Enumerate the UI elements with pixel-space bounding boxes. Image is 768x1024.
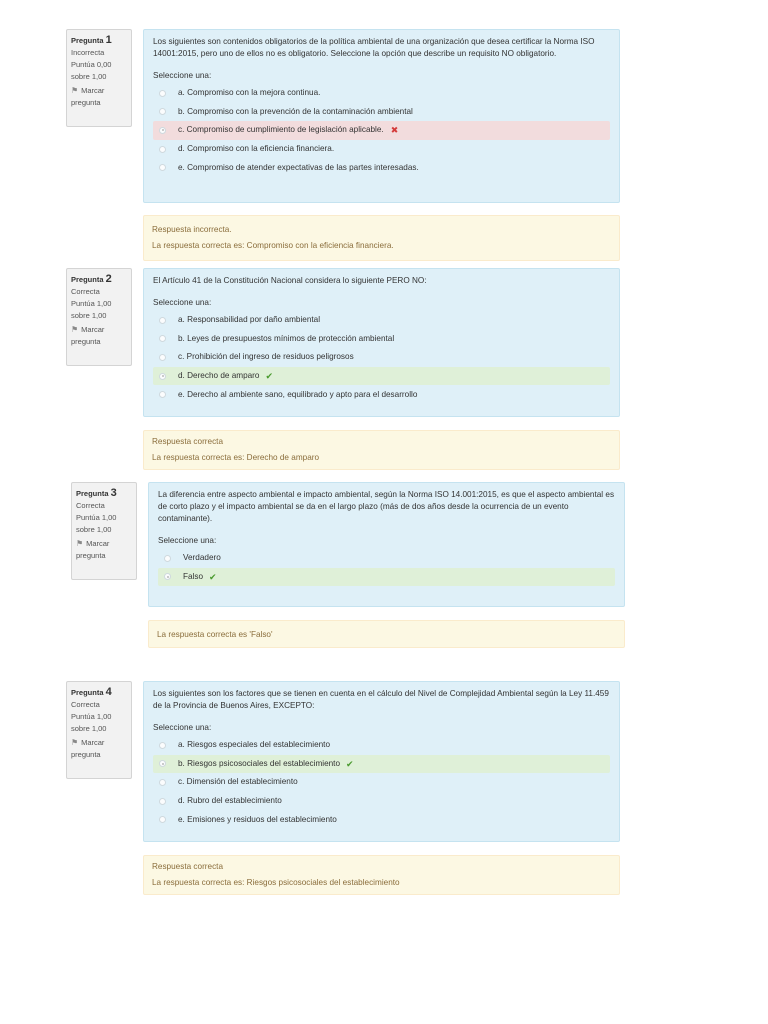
radio-button[interactable] [159,146,166,153]
flag-question-link[interactable] [71,85,127,109]
question-state: Correcta [71,287,100,296]
question-4-content [143,681,620,842]
answer-option-e[interactable] [153,158,610,177]
radio-button[interactable] [159,373,166,380]
radio-button[interactable] [159,816,166,823]
answer-prompt: Seleccione una: [153,298,212,307]
question-label: Pregunta [71,36,104,45]
answer-option-b[interactable] [153,755,610,774]
question-state: Correcta [76,501,105,510]
answer-option-a[interactable] [153,736,610,755]
answer-label: e. Emisiones y residuos del establecimiento [178,814,337,824]
question-label: Pregunta [76,489,109,498]
feedback-correct-answer: La respuesta correcta es 'Falso' [157,630,273,639]
question-3-content [148,482,625,607]
feedback-correct-answer: La respuesta correcta es: Derecho de amparo [152,453,320,462]
answer-option-e[interactable] [153,810,610,829]
answer-label: c. Dimensión del establecimiento [178,777,298,787]
answer-label: a. Riesgos especiales del establecimiento [178,740,331,750]
radio-button[interactable] [159,391,166,398]
question-grade: Puntúa 0,00 sobre 1,00 [71,60,112,81]
question-state: Correcta [71,700,100,709]
question-grade: Puntúa 1,00 sobre 1,00 [76,513,117,534]
check-mark-icon: ✔ [265,371,274,382]
question-number: 4 [105,686,112,698]
flag-question-link[interactable] [76,538,132,562]
radio-button[interactable] [159,317,166,324]
feedback-correct-answer: La respuesta correcta es: Riesgos psicosociales del establecimiento [152,878,400,887]
answer-label: c. Prohibición del ingreso de residuos peligrosos [178,352,354,362]
answer-option-a[interactable] [153,311,610,330]
flag-icon: ⚑ [71,86,79,95]
answer-option-true[interactable] [158,549,615,568]
answer-option-d[interactable] [153,367,610,386]
radio-button[interactable] [159,742,166,749]
flag-icon: ⚑ [71,325,79,334]
answer-option-e[interactable] [153,385,610,404]
answer-label: a. Compromiso con la mejora continua. [178,88,321,98]
question-number: 2 [105,273,112,285]
answer-prompt: Seleccione una: [153,723,212,732]
question-number: 3 [110,487,117,499]
answer-label: e. Derecho al ambiente sano, equilibrado y apto para el desarrollo [178,389,418,399]
question-text: La diferencia entre aspecto ambiental e impacto ambiental, según la Norma ISO 14.001:2015, es que el aspecto ambiental es de corto plazo y el impacto ambiental se da en el largo plazo (más de dos años desde la ocurrencia de un evento contaminante). [158,490,615,523]
answer-label: e. Compromiso de atender expectativas de las partes interesadas. [178,162,419,172]
radio-button[interactable] [159,354,166,361]
question-grade: Puntúa 1,00 sobre 1,00 [71,299,112,320]
question-label: Pregunta [71,688,104,697]
question-1-info [66,29,132,127]
answer-option-c[interactable] [153,121,610,140]
answer-label: d. Derecho de amparo [178,371,260,381]
answer-option-c[interactable] [153,348,610,367]
flag-question-link[interactable] [71,324,127,348]
question-1-content [143,29,620,203]
x-mark-icon: ✖ [390,125,399,136]
question-text: Los siguientes son los factores que se tienen en cuenta en el cálculo del Nivel de Complejidad Ambiental según la Ley 11.459 de la Provincia de Buenos Aires, EXCEPTO: [153,689,609,710]
feedback-correct-answer: La respuesta correcta es: Compromiso con la eficiencia financiera. [152,241,394,250]
radio-button[interactable] [159,108,166,115]
question-3-feedback [148,620,625,648]
answer-option-d[interactable] [153,140,610,159]
radio-button[interactable] [159,760,166,767]
question-grade: Puntúa 1,00 sobre 1,00 [71,712,112,733]
answer-option-d[interactable] [153,792,610,811]
question-number: 1 [105,34,112,46]
answer-label: d. Rubro del establecimiento [178,796,282,806]
radio-button[interactable] [159,90,166,97]
radio-button[interactable] [164,573,171,580]
flag-label: Marcar pregunta [71,738,105,759]
answer-option-b[interactable] [153,103,610,122]
answer-label: c. Compromiso de cumplimiento de legislación aplicable. [178,125,384,135]
radio-button[interactable] [159,164,166,171]
answer-label: b. Compromiso con la prevención de la contaminación ambiental [178,106,413,116]
answer-label: a. Responsabilidad por daño ambiental [178,315,321,325]
flag-icon: ⚑ [76,539,84,548]
answer-option-c[interactable] [153,773,610,792]
answer-label: Verdadero [183,553,221,563]
radio-button[interactable] [159,798,166,805]
answer-prompt: Seleccione una: [158,536,217,545]
flag-icon: ⚑ [71,738,79,747]
question-text: Los siguientes son contenidos obligatorios de la política ambiental de una organización que desea certificar la Norma ISO 14001:2015, pero uno de ellos no es obligatorio. Seleccione la opción que describe un requisito NO obligatorio. [153,37,595,58]
answer-label: d. Compromiso con la eficiencia financiera. [178,144,335,154]
question-state: Incorrecta [71,48,105,57]
feedback-result: Respuesta correcta [152,437,223,446]
question-2-feedback [143,430,620,470]
question-text: El Artículo 41 de la Constitución Nacional considera lo siguiente PERO NO: [153,276,427,285]
answer-option-false[interactable] [158,568,615,587]
question-1-feedback [143,215,620,261]
answer-label: b. Riesgos psicosociales del establecimiento [178,758,341,768]
flag-label: Marcar pregunta [76,539,110,560]
flag-question-link[interactable] [71,737,127,761]
question-3-info [71,482,137,580]
answer-option-b[interactable] [153,330,610,349]
question-4-info [66,681,132,779]
flag-label: Marcar pregunta [71,325,105,346]
answer-label: b. Leyes de presupuestos mínimos de protección ambiental [178,333,395,343]
feedback-result: Respuesta incorrecta. [152,225,232,234]
flag-label: Marcar pregunta [71,86,105,107]
radio-button[interactable] [159,779,166,786]
question-label: Pregunta [71,275,104,284]
feedback-result: Respuesta correcta [152,862,223,871]
radio-button[interactable] [164,555,171,562]
check-mark-icon: ✔ [209,571,217,582]
answer-prompt: Seleccione una: [153,71,212,80]
radio-button[interactable] [159,335,166,342]
question-4-feedback [143,855,620,895]
check-mark-icon: ✔ [346,758,354,769]
question-2-info [66,268,132,366]
question-2-content [143,268,620,417]
answer-label: Falso [183,571,204,581]
radio-button[interactable] [159,127,166,134]
answer-option-a[interactable] [153,84,610,103]
